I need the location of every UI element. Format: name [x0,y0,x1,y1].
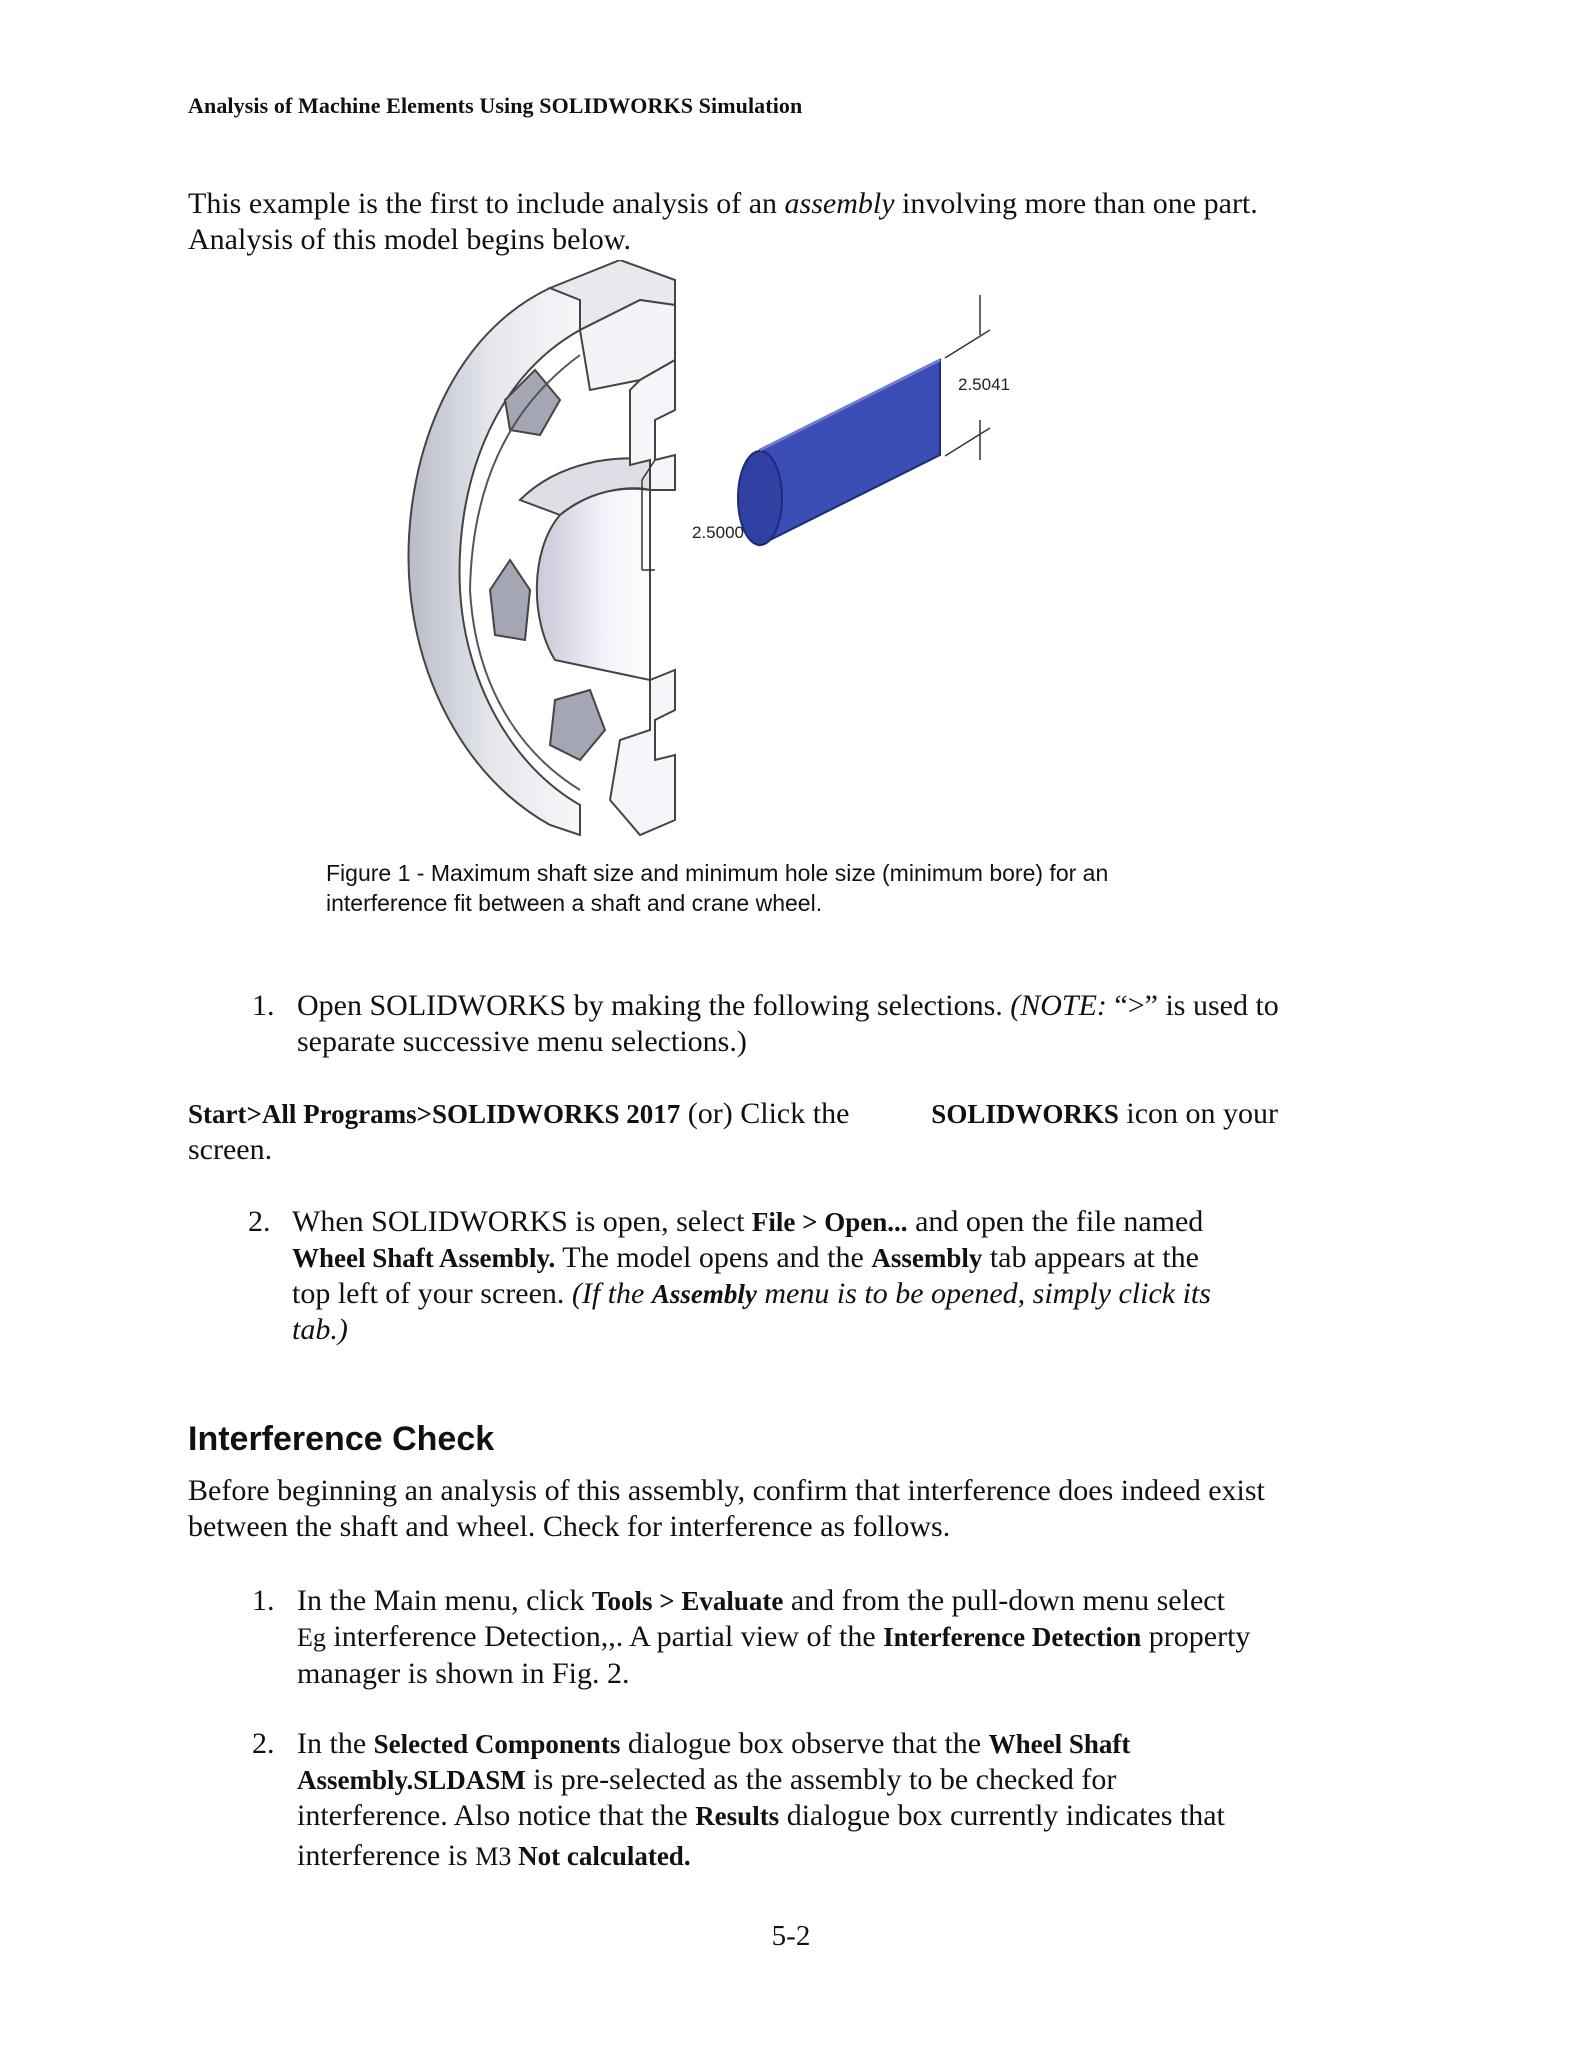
step-text: interference. Also notice that the [297,1799,696,1832]
app-name: SOLIDWORKS [931,1099,1119,1129]
step-2-text [292,1204,1352,1348]
note-label: (NOTE: [1010,989,1107,1022]
intro-text: involving more than one part. [894,187,1258,220]
step-text: and open the file named [907,1205,1204,1238]
step-text: In the Main menu, click [297,1584,592,1617]
caption-line-1: Figure 1 - Maximum shaft size and minimum hole size (minimum bore) for an [326,860,1109,886]
step-text: manager is shown in Fig. 2. [297,1657,630,1690]
caption-line-2: interference fit between a shaft and crane wheel. [326,890,823,916]
step-text: property [1141,1620,1251,1653]
intro-line-1 [188,186,1338,222]
feature-name: Interference Detection [883,1622,1142,1652]
section-heading: Interference Check [188,1420,495,1458]
start-instruction [188,1096,1338,1168]
step-text: When SOLIDWORKS is open, select [292,1205,752,1238]
step-text: separate successive menu selections.) [297,1025,747,1058]
shaft [738,360,940,545]
step-1-text [297,988,1347,1060]
italic-note: tab.) [292,1313,348,1346]
bore-dimension-label: 2.5000 [692,523,744,542]
step-text: screen. [188,1133,273,1166]
menu-path: Start>All Programs>SOLIDWORKS 2017 [188,1099,681,1129]
file-name: Assembly.SLDASM [297,1765,526,1795]
step-text: icon on your [1118,1097,1278,1130]
intro-italic-term: assembly [784,187,895,220]
step-text: In the [297,1727,374,1760]
step-text: tab appears at the [982,1241,1199,1274]
step-text: “>” is used to [1106,989,1279,1022]
step-text: (or) Click the [680,1097,850,1130]
step-text: The model opens and the [555,1241,872,1274]
paragraph-line: between the shaft and wheel. Check for interference as follows. [188,1510,951,1543]
step-text: dialogue box observe that the [620,1727,989,1760]
step-number: 1. [252,1584,275,1617]
step-number: 1. [252,989,275,1022]
dialog-name: Results [695,1801,780,1831]
figure-caption [326,858,1226,918]
dialog-name: Selected Components [373,1729,621,1759]
file-name: Wheel Shaft Assembly. [292,1243,556,1273]
intro-line-2: Analysis of this model begins below. [188,223,632,256]
intro-text: This example is the first to include analysis of an [188,187,785,220]
step-number: 2. [252,1727,275,1760]
status-text: Not calculated. [511,1841,691,1871]
results-icon: M3 [475,1842,512,1871]
step-text: dialogue box currently indicates that [779,1799,1225,1832]
step-text: Open SOLIDWORKS by making the following selections. [297,989,1011,1022]
interference-step-2 [297,1726,1357,1875]
step-text: top left of your screen. [292,1277,572,1310]
step-text: and from the pull-down menu select [783,1584,1225,1617]
step-number: 2. [248,1205,271,1238]
shaft-dimension [945,295,1010,460]
menu-path: Tools > Evaluate [591,1586,784,1616]
step-text: interference Detection,,. A partial view of the [325,1620,884,1653]
interference-intro [188,1473,1388,1545]
page-number: 5-2 [771,1920,811,1952]
interference-step-1 [297,1583,1357,1692]
tab-name: Assembly [871,1243,983,1273]
step-text: is pre-selected as the assembly to be checked for [525,1763,1117,1796]
menu-path: File > Open... [751,1207,908,1237]
tab-name: Assembly [651,1279,757,1309]
paragraph-line: Before beginning an analysis of this assembly, confirm that interference does indeed exist [188,1474,1265,1507]
italic-note: (If the [571,1277,652,1310]
file-name: Wheel Shaft [988,1729,1131,1759]
crane-wheel [409,260,675,835]
shaft-dimension-label: 2.5041 [958,375,1010,394]
step-text: interference is [297,1839,476,1872]
wheel-shaft-figure [380,260,1040,850]
running-header: Analysis of Machine Elements Using SOLIDWORKS Simulation [188,93,803,118]
intro-paragraph [188,186,1338,258]
italic-note: menu is to be opened, simply click its [756,1277,1211,1310]
interference-detection-icon: Eg [297,1623,326,1652]
